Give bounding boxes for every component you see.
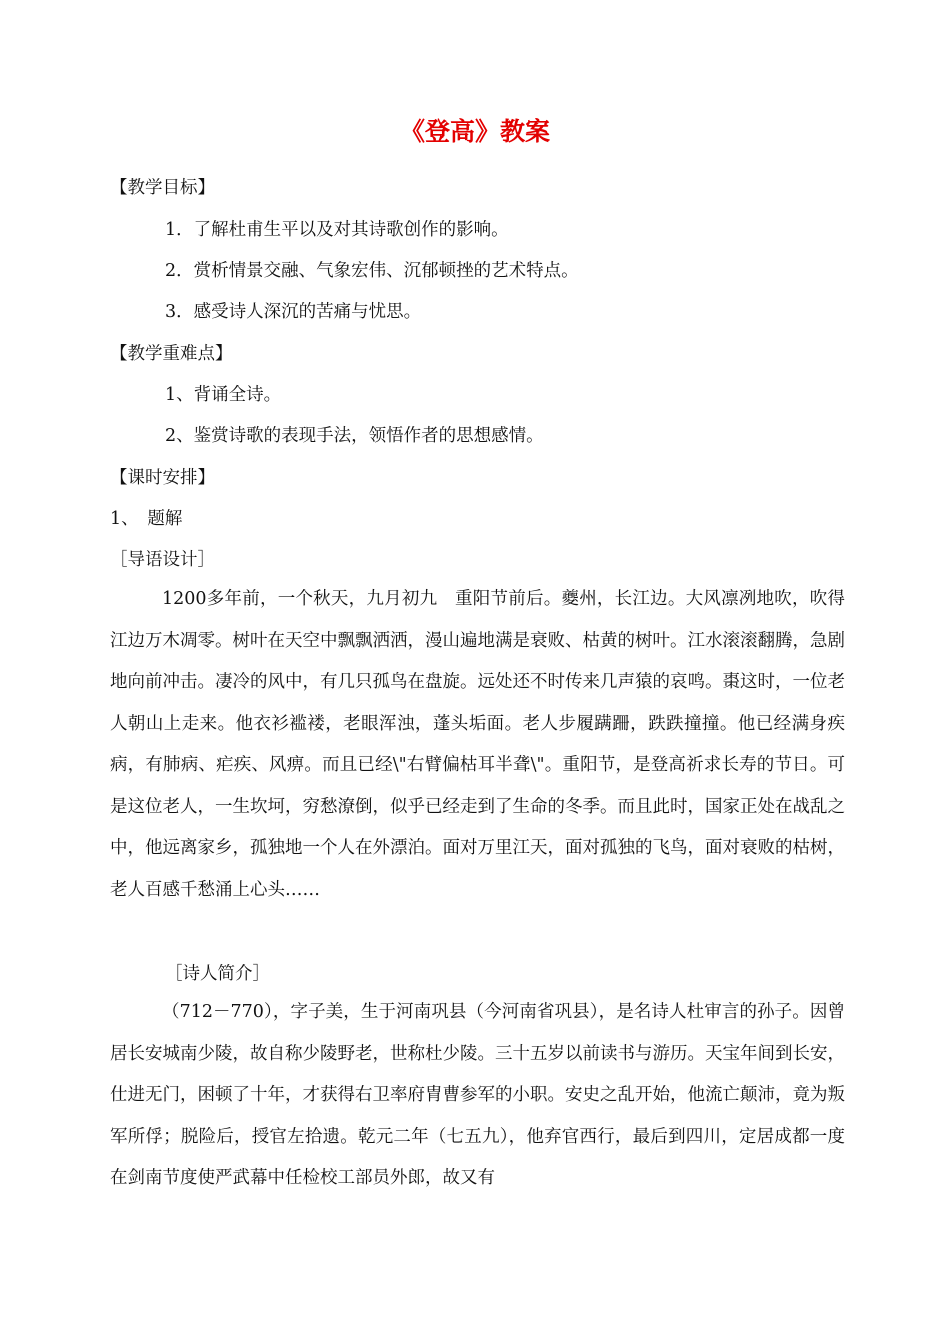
document-title: 《登高》教案	[399, 117, 550, 146]
key-item-2: 2、鉴赏诗歌的表现手法，领悟作者的思想感情。	[165, 426, 544, 446]
section-heading-key-points: 【教学重难点】	[110, 344, 233, 364]
section-heading-goals: 【教学目标】	[110, 178, 215, 198]
poet-paragraph: （712－770），字子美，生于河南巩县（今河南省巩县），是名诗人杜审言的孙子。因曾居长安城南少陵，故自称少陵野老，世称杜少陵。三十五岁以前读书与游历。天宝年间到长安，仕进无门，困顿了十年，才获得右卫率府胄曹参军的小职。安史之乱开始，他流亡颠沛，竟为叛军所俘；脱险后，授官左拾遗。乾元二年（七五九），他弃官西行，最后到四川，定居成都一度在剑南节度使严武幕中任检校工部员外郎，故又有	[110, 1002, 845, 1188]
intro-paragraph: 1200多年前，一个秋天，九月初九 重阳节前后。夔州，长江边。大风凛冽地吹，吹得江边万木凋零。树叶在天空中飘飘洒洒，漫山遍地满是衰败、枯黄的树叶。江水滚滚翻腾，急剧地向前冲击。凄冷的风中，有几只孤鸟在盘旋。远处还不时传来几声猿的哀鸣。棗这时，一位老人朝山上走来。他衣衫褴褛，老眼浑浊，蓬头垢面。老人步履蹒跚，跌跌撞撞。他已经满身疾病，有肺病、疟疾、风痹。而且已经\"右臂偏枯耳半聋\"。重阳节，是登高祈求长寿的节日。可是这位老人，一生坎坷，穷愁潦倒，似乎已经走到了生命的冬季。而且此时，国家正处在战乱之中，他远离家乡，孤独地一个人在外漂泊。面对万里江天，面对孤独的飞鸟，面对衰败的枯树，老人百感千愁涌上心头……	[110, 589, 845, 900]
goal-item-1: 1．了解杜甫生平以及对其诗歌创作的影响。	[165, 220, 509, 240]
subheading-intro-design: ［导语设计］	[110, 550, 215, 570]
schedule-step-1: 1、 题解	[110, 509, 183, 529]
subheading-poet-intro: ［诗人简介］	[165, 964, 270, 984]
key-item-1: 1、背诵全诗。	[165, 385, 282, 405]
section-heading-schedule: 【课时安排】	[110, 468, 215, 488]
goal-item-2: 2．赏析情景交融、气象宏伟、沉郁顿挫的艺术特点。	[165, 261, 579, 281]
goal-item-3: 3．感受诗人深沉的苦痛与忧思。	[165, 302, 422, 322]
